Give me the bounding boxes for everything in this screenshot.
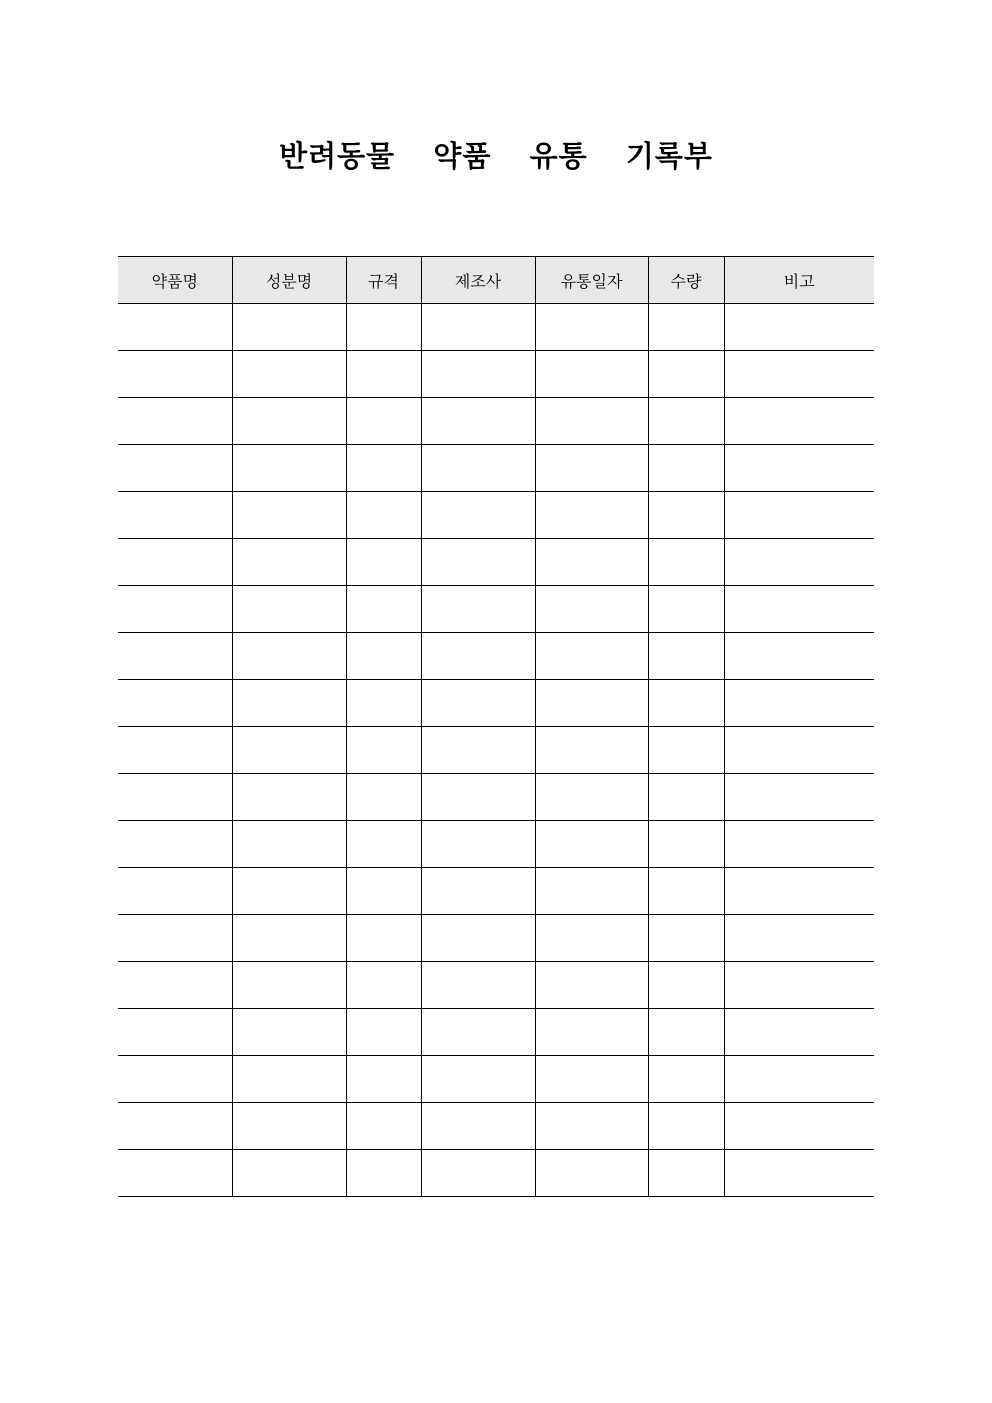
- cell-drug-name[interactable]: [118, 633, 232, 680]
- cell-drug-name[interactable]: [118, 492, 232, 539]
- cell-distribution-date[interactable]: [535, 586, 648, 633]
- cell-remarks[interactable]: [724, 398, 874, 445]
- cell-ingredient-name[interactable]: [232, 868, 346, 915]
- cell-distribution-date[interactable]: [535, 445, 648, 492]
- table-row: [118, 445, 874, 492]
- table-row: [118, 539, 874, 586]
- cell-remarks[interactable]: [724, 915, 874, 962]
- cell-remarks[interactable]: [724, 539, 874, 586]
- cell-quantity[interactable]: [648, 304, 724, 351]
- cell-quantity[interactable]: [648, 492, 724, 539]
- table-row: [118, 774, 874, 821]
- cell-quantity[interactable]: [648, 445, 724, 492]
- cell-remarks[interactable]: [724, 351, 874, 398]
- header-ingredient-name: 성분명: [232, 257, 346, 304]
- header-remarks: 비고: [724, 257, 874, 304]
- cell-drug-name[interactable]: [118, 727, 232, 774]
- cell-specification[interactable]: [346, 1056, 421, 1103]
- cell-ingredient-name[interactable]: [232, 398, 346, 445]
- table-row: [118, 586, 874, 633]
- header-drug-name: 약품명: [118, 257, 232, 304]
- cell-specification[interactable]: [346, 633, 421, 680]
- cell-distribution-date[interactable]: [535, 304, 648, 351]
- cell-quantity[interactable]: [648, 774, 724, 821]
- cell-quantity[interactable]: [648, 351, 724, 398]
- table-row: [118, 962, 874, 1009]
- cell-quantity[interactable]: [648, 633, 724, 680]
- cell-remarks[interactable]: [724, 633, 874, 680]
- cell-distribution-date[interactable]: [535, 774, 648, 821]
- cell-drug-name[interactable]: [118, 1103, 232, 1150]
- cell-ingredient-name[interactable]: [232, 351, 346, 398]
- cell-remarks[interactable]: [724, 586, 874, 633]
- cell-manufacturer[interactable]: [421, 962, 535, 1009]
- cell-manufacturer[interactable]: [421, 1103, 535, 1150]
- header-manufacturer: 제조사: [421, 257, 535, 304]
- cell-quantity[interactable]: [648, 962, 724, 1009]
- table-row: [118, 821, 874, 868]
- cell-manufacturer[interactable]: [421, 1009, 535, 1056]
- cell-specification[interactable]: [346, 1150, 421, 1197]
- cell-manufacturer[interactable]: [421, 1150, 535, 1197]
- cell-ingredient-name[interactable]: [232, 1150, 346, 1197]
- cell-remarks[interactable]: [724, 304, 874, 351]
- table-body: [118, 304, 874, 1197]
- cell-drug-name[interactable]: [118, 680, 232, 727]
- cell-drug-name[interactable]: [118, 774, 232, 821]
- cell-quantity[interactable]: [648, 727, 724, 774]
- cell-distribution-date[interactable]: [535, 1009, 648, 1056]
- cell-drug-name[interactable]: [118, 962, 232, 1009]
- cell-specification[interactable]: [346, 586, 421, 633]
- cell-specification[interactable]: [346, 304, 421, 351]
- table-row: [118, 1103, 874, 1150]
- table-row: [118, 398, 874, 445]
- cell-drug-name[interactable]: [118, 398, 232, 445]
- header-quantity: 수량: [648, 257, 724, 304]
- cell-remarks[interactable]: [724, 868, 874, 915]
- distribution-ledger-table: [118, 256, 874, 1197]
- cell-manufacturer[interactable]: [421, 727, 535, 774]
- cell-quantity[interactable]: [648, 398, 724, 445]
- table-row: [118, 868, 874, 915]
- cell-specification[interactable]: [346, 680, 421, 727]
- cell-specification[interactable]: [346, 492, 421, 539]
- cell-distribution-date[interactable]: [535, 1150, 648, 1197]
- cell-drug-name[interactable]: [118, 868, 232, 915]
- table-row: [118, 915, 874, 962]
- cell-remarks[interactable]: [724, 727, 874, 774]
- cell-specification[interactable]: [346, 398, 421, 445]
- cell-ingredient-name[interactable]: [232, 680, 346, 727]
- cell-ingredient-name[interactable]: [232, 774, 346, 821]
- cell-ingredient-name[interactable]: [232, 962, 346, 1009]
- cell-manufacturer[interactable]: [421, 915, 535, 962]
- table-row: [118, 1150, 874, 1197]
- cell-manufacturer[interactable]: [421, 445, 535, 492]
- cell-ingredient-name[interactable]: [232, 915, 346, 962]
- cell-manufacturer[interactable]: [421, 680, 535, 727]
- cell-quantity[interactable]: [648, 586, 724, 633]
- table-row: [118, 1009, 874, 1056]
- cell-ingredient-name[interactable]: [232, 1056, 346, 1103]
- cell-manufacturer[interactable]: [421, 398, 535, 445]
- cell-specification[interactable]: [346, 445, 421, 492]
- cell-quantity[interactable]: [648, 868, 724, 915]
- table-row: [118, 304, 874, 351]
- cell-manufacturer[interactable]: [421, 1056, 535, 1103]
- table-row: [118, 680, 874, 727]
- cell-ingredient-name[interactable]: [232, 586, 346, 633]
- cell-ingredient-name[interactable]: [232, 492, 346, 539]
- cell-remarks[interactable]: [724, 1150, 874, 1197]
- cell-drug-name[interactable]: [118, 351, 232, 398]
- cell-distribution-date[interactable]: [535, 398, 648, 445]
- cell-distribution-date[interactable]: [535, 868, 648, 915]
- cell-specification[interactable]: [346, 351, 421, 398]
- cell-ingredient-name[interactable]: [232, 727, 346, 774]
- cell-specification[interactable]: [346, 962, 421, 1009]
- cell-quantity[interactable]: [648, 1056, 724, 1103]
- cell-quantity[interactable]: [648, 821, 724, 868]
- cell-drug-name[interactable]: [118, 1009, 232, 1056]
- cell-distribution-date[interactable]: [535, 915, 648, 962]
- cell-quantity[interactable]: [648, 680, 724, 727]
- cell-manufacturer[interactable]: [421, 351, 535, 398]
- cell-specification[interactable]: [346, 1103, 421, 1150]
- cell-remarks[interactable]: [724, 774, 874, 821]
- cell-distribution-date[interactable]: [535, 680, 648, 727]
- cell-drug-name[interactable]: [118, 1056, 232, 1103]
- cell-quantity[interactable]: [648, 1009, 724, 1056]
- cell-distribution-date[interactable]: [535, 962, 648, 1009]
- cell-manufacturer[interactable]: [421, 492, 535, 539]
- cell-ingredient-name[interactable]: [232, 304, 346, 351]
- table-row: [118, 1056, 874, 1103]
- cell-specification[interactable]: [346, 915, 421, 962]
- cell-drug-name[interactable]: [118, 1150, 232, 1197]
- header-distribution-date: 유통일자: [535, 257, 648, 304]
- cell-drug-name[interactable]: [118, 445, 232, 492]
- cell-drug-name[interactable]: [118, 915, 232, 962]
- table-row: [118, 633, 874, 680]
- cell-distribution-date[interactable]: [535, 1056, 648, 1103]
- cell-ingredient-name[interactable]: [232, 633, 346, 680]
- cell-remarks[interactable]: [724, 1056, 874, 1103]
- cell-remarks[interactable]: [724, 1009, 874, 1056]
- table-row: [118, 492, 874, 539]
- cell-ingredient-name[interactable]: [232, 1103, 346, 1150]
- cell-drug-name[interactable]: [118, 539, 232, 586]
- cell-distribution-date[interactable]: [535, 539, 648, 586]
- cell-manufacturer[interactable]: [421, 539, 535, 586]
- cell-remarks[interactable]: [724, 1103, 874, 1150]
- cell-distribution-date[interactable]: [535, 821, 648, 868]
- cell-manufacturer[interactable]: [421, 586, 535, 633]
- cell-specification[interactable]: [346, 539, 421, 586]
- cell-ingredient-name[interactable]: [232, 821, 346, 868]
- cell-distribution-date[interactable]: [535, 633, 648, 680]
- table-row: [118, 727, 874, 774]
- cell-ingredient-name[interactable]: [232, 445, 346, 492]
- header-specification: 규격: [346, 257, 421, 304]
- table-row: [118, 351, 874, 398]
- cell-remarks[interactable]: [724, 821, 874, 868]
- cell-manufacturer[interactable]: [421, 821, 535, 868]
- page-title: 반려동물 약품 유통 기록부: [279, 139, 713, 173]
- cell-distribution-date[interactable]: [535, 492, 648, 539]
- cell-remarks[interactable]: [724, 962, 874, 1009]
- cell-manufacturer[interactable]: [421, 304, 535, 351]
- cell-specification[interactable]: [346, 868, 421, 915]
- cell-quantity[interactable]: [648, 1150, 724, 1197]
- cell-specification[interactable]: [346, 821, 421, 868]
- cell-manufacturer[interactable]: [421, 633, 535, 680]
- cell-ingredient-name[interactable]: [232, 539, 346, 586]
- cell-manufacturer[interactable]: [421, 774, 535, 821]
- cell-specification[interactable]: [346, 1009, 421, 1056]
- cell-quantity[interactable]: [648, 915, 724, 962]
- cell-drug-name[interactable]: [118, 586, 232, 633]
- cell-ingredient-name[interactable]: [232, 1009, 346, 1056]
- cell-remarks[interactable]: [724, 445, 874, 492]
- cell-drug-name[interactable]: [118, 821, 232, 868]
- cell-specification[interactable]: [346, 727, 421, 774]
- cell-distribution-date[interactable]: [535, 351, 648, 398]
- table-header-row: [118, 257, 874, 304]
- cell-specification[interactable]: [346, 774, 421, 821]
- cell-quantity[interactable]: [648, 539, 724, 586]
- cell-drug-name[interactable]: [118, 304, 232, 351]
- cell-distribution-date[interactable]: [535, 727, 648, 774]
- cell-remarks[interactable]: [724, 680, 874, 727]
- cell-quantity[interactable]: [648, 1103, 724, 1150]
- cell-distribution-date[interactable]: [535, 1103, 648, 1150]
- cell-remarks[interactable]: [724, 492, 874, 539]
- cell-manufacturer[interactable]: [421, 868, 535, 915]
